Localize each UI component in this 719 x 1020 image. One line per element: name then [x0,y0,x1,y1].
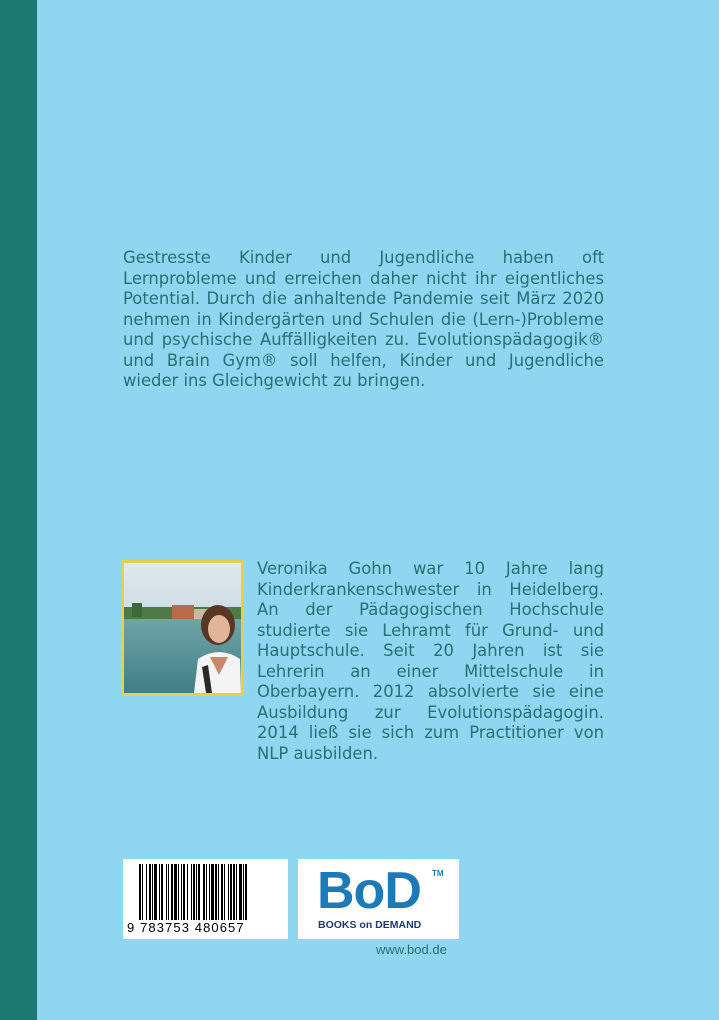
trademark-mark: TM [432,869,444,878]
isbn-barcode [123,859,288,939]
author-photo [121,560,244,696]
author-bio: Veronika Gohn war 10 Jahre lang Kinderkrankenschwester in Heidelberg. An der Pädagogischen Hochschule studierte sie Lehramt für Grund- und Hauptschule. Seit 20 Jahren ist sie Lehrerin an einer Mittelschule in Oberbayern. 2012 absolvierte sie eine Ausbildung zur Evolutionspädagogin. 2014 ließ sie sich zum Practitioner von NLP ausbilden. [257,559,604,763]
back-cover-blurb: Gestresste Kinder und Jugendliche haben oft Lernprobleme und erreichen daher nicht ihr eigentliches Potential. Durch die anhaltende Pandemie seit März 2020 nehmen in Kindergärten und Schulen die (Lern-)Probleme und psychische Auffälligkeiten zu. Evolutionspädagogik® und Brain Gym® soll helfen, Kinder und Jugendliche wieder ins Gleichgewicht zu bringen. [123,248,604,390]
publisher-logo-box [298,859,459,939]
bod-logo: BoD [317,862,421,920]
isbn-number: 9 783753 480657 [127,920,245,935]
barcode-icon [139,864,277,920]
publisher-tagline: BOOKS on DEMAND [318,919,422,931]
spine-stripe [0,0,37,1020]
publisher-url: www.bod.de [376,942,447,957]
